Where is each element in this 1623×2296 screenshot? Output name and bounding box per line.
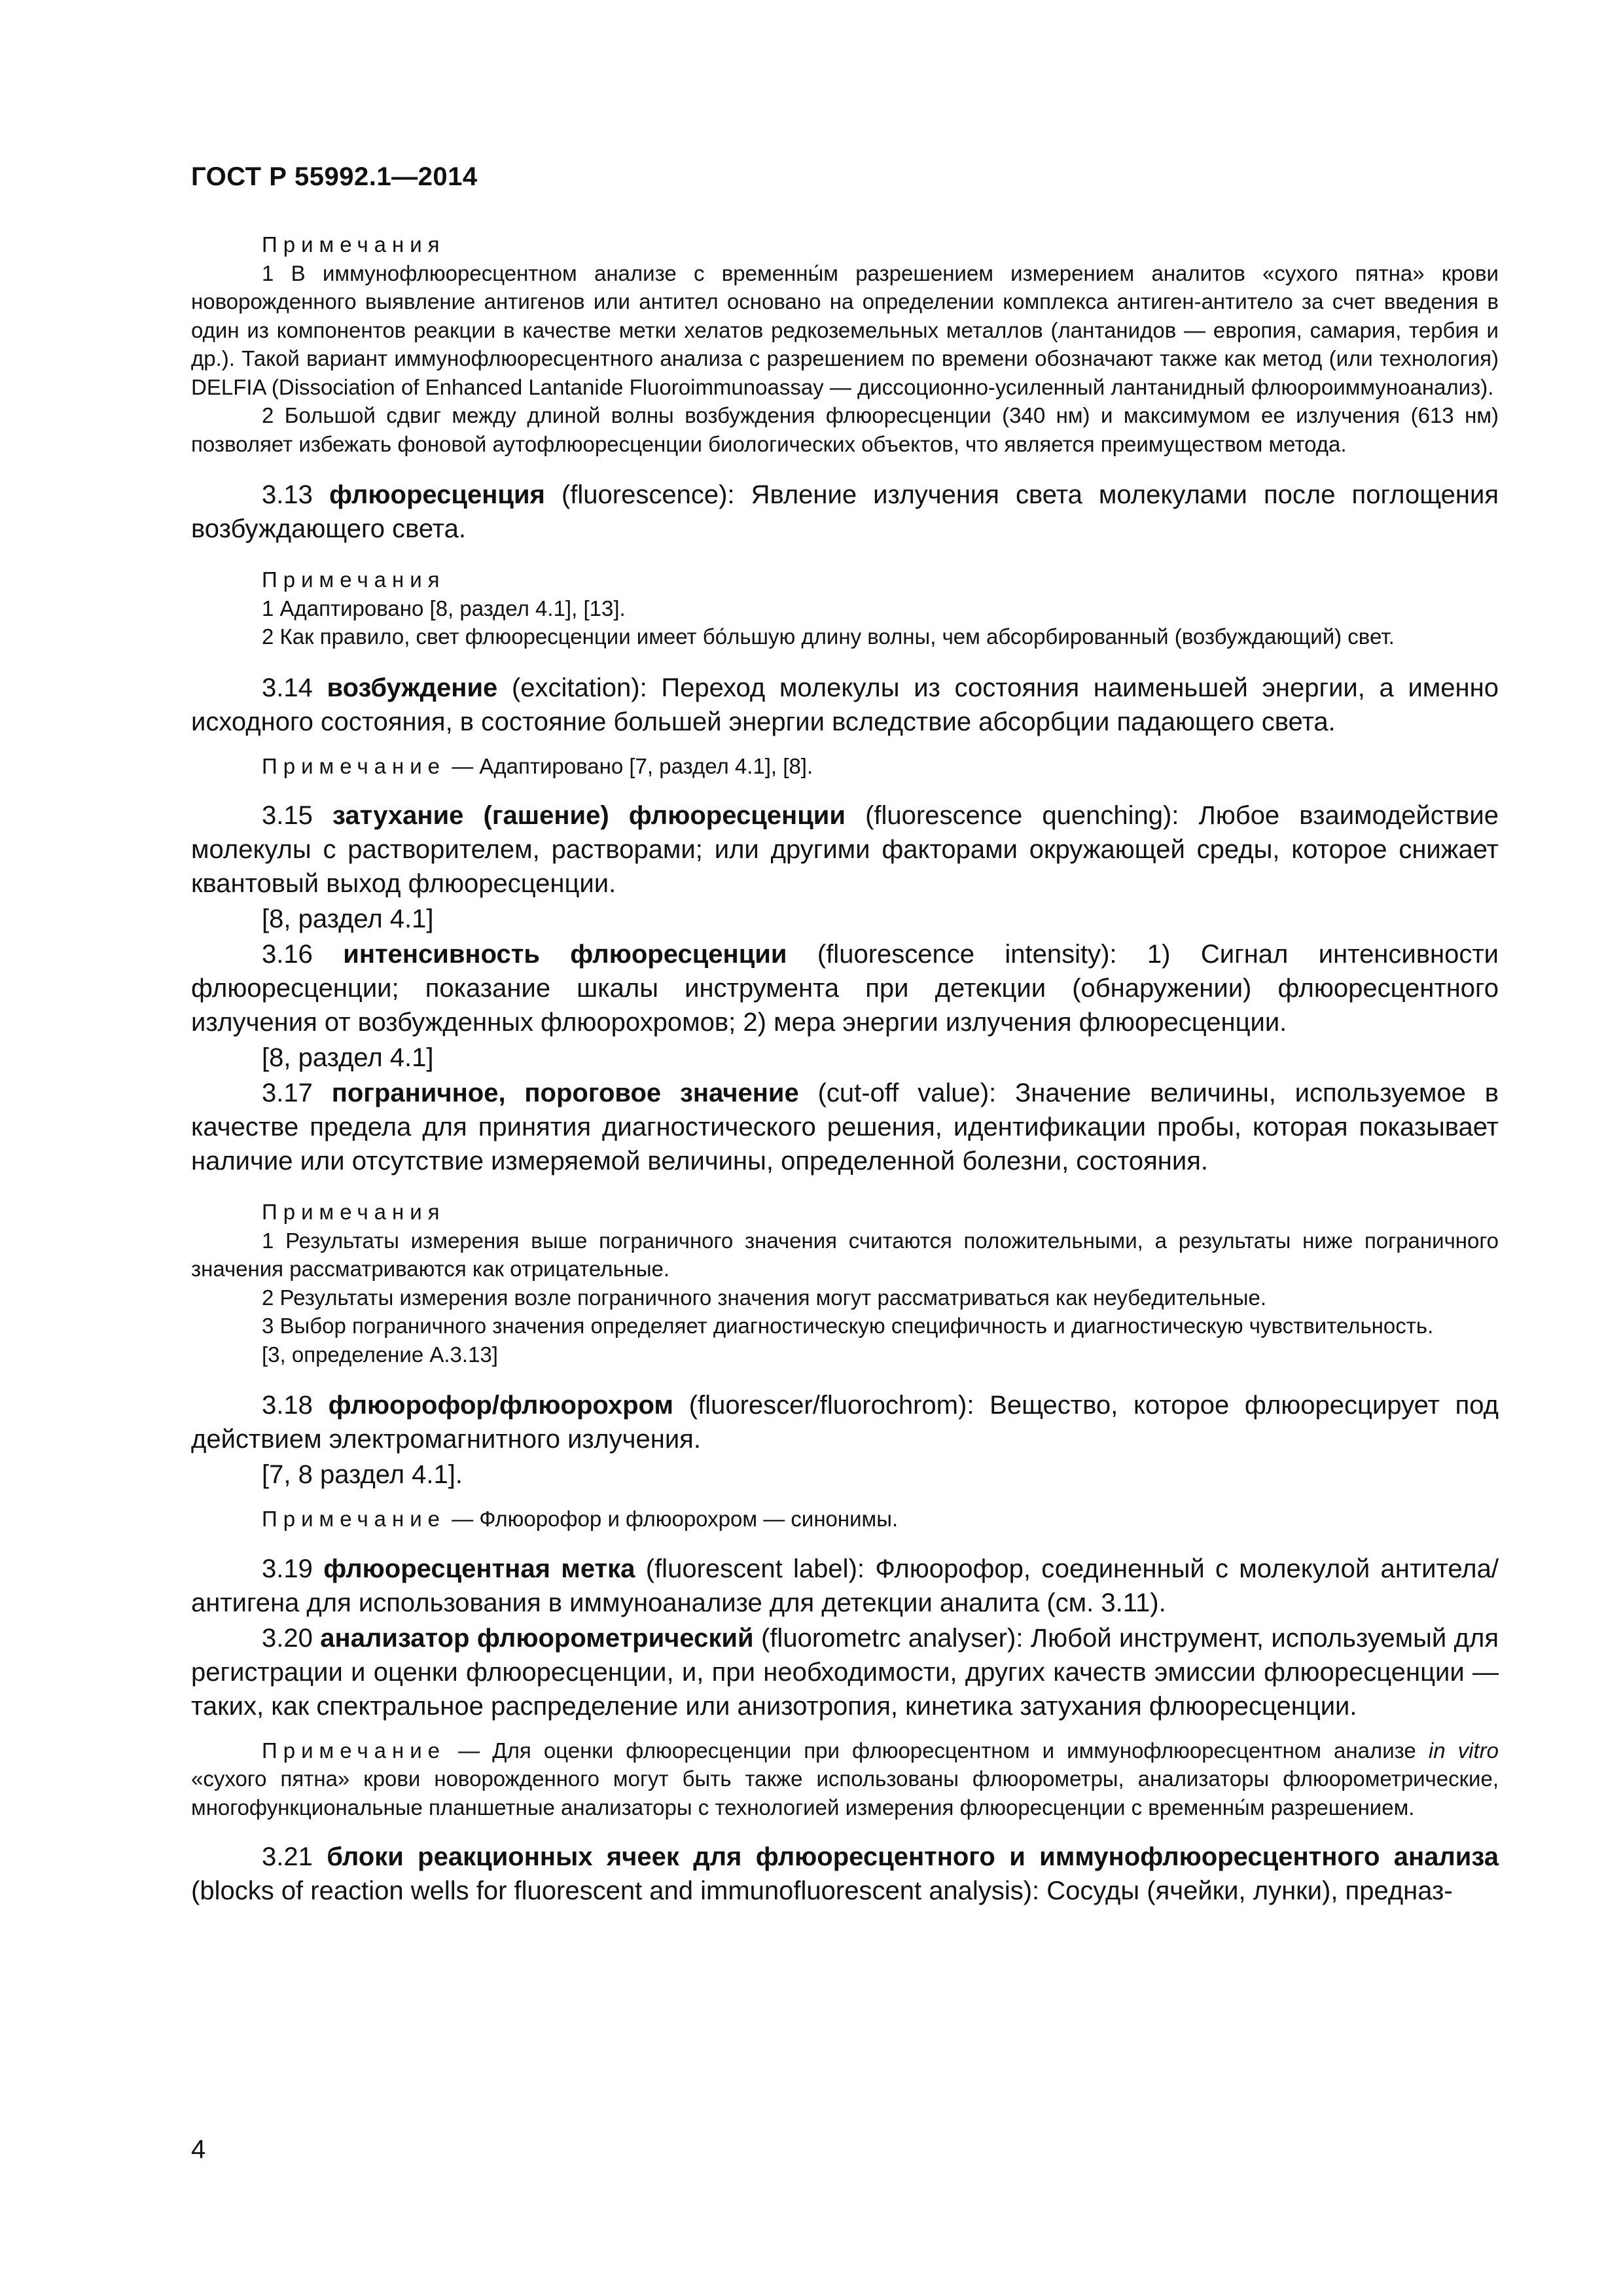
term-name: флюоресценция xyxy=(329,480,545,509)
notes-heading: Примечания xyxy=(262,567,446,592)
term-name: флюоресцентная метка xyxy=(323,1554,635,1583)
note-item: 2 Результаты измерения возле пограничного значения могут рассматриваться как неубедительные. xyxy=(262,1285,1266,1310)
note-label: Примечание xyxy=(262,1507,446,1531)
term-note xyxy=(191,1505,1499,1534)
term-entry-3-20 xyxy=(191,1621,1499,1723)
note-item: 1 Адаптировано [8, раздел 4.1], [13]. xyxy=(262,596,626,620)
note-item: 1 В иммунофлюоресцентном анализе с временны́м разрешением измерением аналитов «сухого пятна» крови новорожденного выявление антигенов или антител основано на определении комплекса антиген-антитело за счет введения в один из компонентов реакции в качестве метки хелатов редкоземельных металлов (лантанидов — европия, самария, тербия и др.). Такой вариант иммунофлюоресцентного анализа с разрешением по времени обозначают также как метод (или технология) DELFIA (Dissociation of Enhanced Lantanide Fluoroimmunoassay — диссоционно-усиленный лантанидный флюороиммуноанализ). xyxy=(191,260,1499,399)
note-italic-text: in vitro xyxy=(1428,1738,1499,1763)
term-number: 3.20 xyxy=(262,1623,313,1653)
notes-heading: Примечания xyxy=(262,232,446,257)
term-definition: (fluorescence intensity): 1) Сигнал интенсивности флюоресценции; показание шкалы инструмента при детекции (обнаружении) флюоресцентного излучения от возбужденных флюорохромов; 2) мера энергии излучения флюоресценции. xyxy=(191,940,1499,1037)
term-definition: (fluorescer/fluorochrom): Вещество, которое флюоресцирует под действием электромагнитного излучения. xyxy=(191,1391,1499,1454)
notes-block xyxy=(191,1198,1499,1369)
term-number: 3.13 xyxy=(262,480,313,509)
term-note xyxy=(191,752,1499,781)
term-name: анализатор флюорометрический xyxy=(320,1623,754,1653)
notes-block xyxy=(191,230,1499,458)
note-item: 3 Выбор пограничного значения определяет диагностическую специфичность и диагностическую чувствительность. xyxy=(262,1314,1434,1338)
note-text: «сухого пятна» крови новорожденного могут быть также использованы флюорометры, анализаторы флюорометрические, многофункциональные планшетные анализаторы с технологией измерения флюоресценции с временны́м разрешением. xyxy=(191,1767,1499,1820)
term-number: 3.19 xyxy=(262,1554,313,1583)
notes-heading: Примечания xyxy=(262,1200,446,1224)
term-name: пограничное, пороговое значение xyxy=(331,1079,799,1107)
term-entry-3-13 xyxy=(191,478,1499,546)
term-definition: (fluorescent label): Флюорофор, соединенный с молекулой антитела/антигена для использования в иммуноанализе для детекции аналита (см. 3.11). xyxy=(191,1554,1499,1617)
term-source: [7, 8 раздел 4.1]. xyxy=(262,1460,463,1489)
term-name: возбуждение xyxy=(327,673,498,702)
note-label: Примечание xyxy=(262,753,446,778)
note-text: — Адаптировано [7, раздел 4.1], [8]. xyxy=(452,753,813,778)
term-definition: (cut-off value): Значение величины, используемое в качестве предела для принятия диагностического решения, идентификации пробы, которая показывает наличие или отсутствие измеряемой величины, определенной болезни, состояния. xyxy=(191,1079,1499,1175)
document-header: ГОСТ Р 55992.1—2014 xyxy=(191,162,478,191)
term-entry-3-21 xyxy=(191,1840,1499,1908)
term-entry-3-18 xyxy=(191,1388,1499,1456)
term-entry-3-16 xyxy=(191,937,1499,1039)
term-source: [8, раздел 4.1] xyxy=(262,1043,434,1072)
note-source: [3, определение А.3.13] xyxy=(262,1342,498,1367)
term-definition: (fluorometrc analyser): Любой инструмент, используемый для регистрации и оценки флюоресценции, и, при необходимости, других качеств эмиссии флюоресценции — таких, как спектральное распределение или анизотропия, кинетика затухания флюоресценции. xyxy=(191,1623,1499,1721)
term-number: 3.21 xyxy=(262,1842,313,1871)
term-definition: (excitation): Переход молекулы из состояния наименьшей энергии, а именно исходного состояния, в состояние большей энергии вследствие абсорбции падающего света. xyxy=(191,673,1499,736)
term-number: 3.15 xyxy=(262,801,313,830)
document-content xyxy=(191,230,1499,1909)
term-name: блоки реакционных ячеек для флюоресцентного и иммунофлюоресцентного анализа xyxy=(327,1842,1499,1871)
term-number: 3.18 xyxy=(262,1391,313,1420)
term-name: флюорофор/флюорохром xyxy=(328,1391,673,1420)
term-entry-3-14 xyxy=(191,671,1499,739)
note-text: — Для оценки флюоресценции при флюоресцентном и иммунофлюоресцентном анализе xyxy=(458,1738,1416,1763)
notes-block xyxy=(191,565,1499,651)
note-label: Примечание xyxy=(262,1738,446,1763)
term-name: затухание (гашение) флюоресценции xyxy=(332,801,846,830)
term-definition: (fluorescence quenching): Любое взаимодействие молекулы с растворителем, растворами; или другими факторами окружающей среды, которое снижает квантовый выход флюоресценции. xyxy=(191,801,1499,898)
term-definition: (blocks of reaction wells for fluorescent and immunofluorescent analysis): Сосуды (ячейки, лунки), предназ- xyxy=(191,1876,1453,1905)
term-number: 3.16 xyxy=(262,940,313,969)
page-number: 4 xyxy=(191,2135,206,2164)
term-entry-3-19 xyxy=(191,1552,1499,1620)
note-text: — Флюорофор и флюорохром — синонимы. xyxy=(452,1507,899,1531)
term-name: интенсивность флюоресценции xyxy=(343,940,787,969)
term-note xyxy=(191,1736,1499,1822)
term-definition: (fluorescence): Явление излучения света молекулами после поглощения возбуждающего света. xyxy=(191,480,1499,543)
term-source: [8, раздел 4.1] xyxy=(262,905,434,933)
term-number: 3.17 xyxy=(262,1079,313,1107)
term-entry-3-15 xyxy=(191,798,1499,901)
note-item: 1 Результаты измерения выше пограничного значения считаются положительными, а результаты ниже пограничного значения рассматриваются как отрицательные. xyxy=(191,1228,1499,1281)
term-entry-3-17 xyxy=(191,1076,1499,1178)
note-item: 2 Как правило, свет флюоресценции имеет бо́льшую длину волны, чем абсорбированный (возбуждающий) свет. xyxy=(262,624,1395,649)
note-item: 2 Большой сдвиг между длиной волны возбуждения флюоресценции (340 нм) и максимумом ее излучения (613 нм) позволяет избежать фоновой аутофлюоресценции биологических объектов, что является преимуществом метода. xyxy=(191,403,1499,456)
term-number: 3.14 xyxy=(262,673,313,702)
